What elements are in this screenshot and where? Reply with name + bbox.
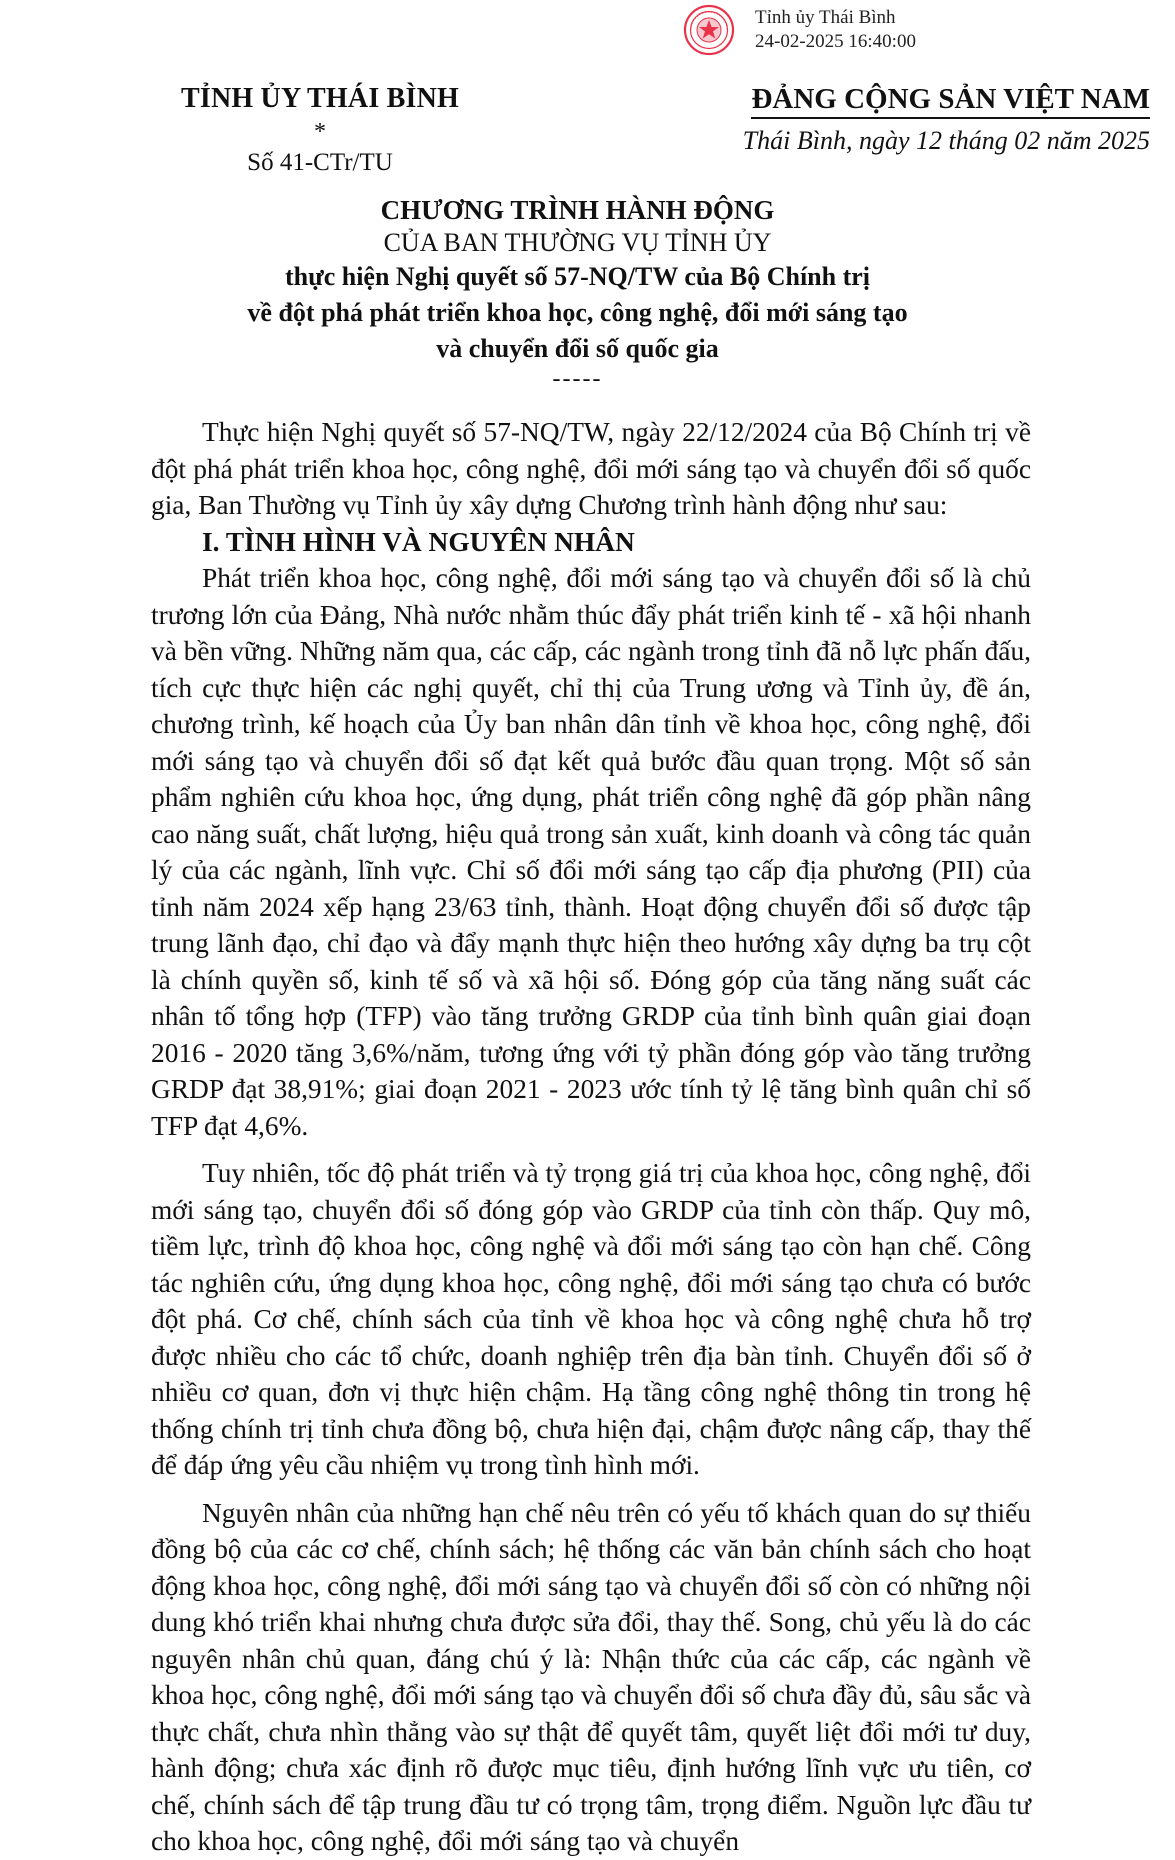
document-title-block <box>150 194 1005 391</box>
body-paragraph: Tuy nhiên, tốc độ phát triển và tỷ trọng giá trị của khoa học, công nghệ, đổi mới sáng tạo, chuyển đổi số đóng góp vào GRDP của tỉnh còn thấp. Quy mô, tiềm lực, trình độ khoa học, công nghệ và đổi mới sáng tạo còn hạn chế. Công tác nghiên cứu, ứng dụng khoa học, công nghệ, đổi mới sáng tạo chưa có bước đột phá. Cơ chế, chính sách của tỉnh về khoa học và công nghệ chưa hỗ trợ được nhiều cho các tổ chức, doanh nghiệp trên địa bàn tỉnh. Chuyển đổi số ở nhiều cơ quan, đơn vị thực hiện chậm. Hạ tầng công nghệ thông tin trong hệ thống chính trị tỉnh chưa đồng bộ, chưa hiện đại, chậm được nâng cấp, thay thế để đáp ứng yêu cầu nhiệm vụ trong tình hình mới. <box>151 1158 1031 1480</box>
digital-signature-stamp <box>683 4 1003 56</box>
document-type-title: CHƯƠNG TRÌNH HÀNH ĐỘNG <box>380 195 775 225</box>
title-separator: ----- <box>552 366 603 392</box>
title-subject-line-2: về đột phá phát triển khoa học, công nghệ, đổi mới sáng tạo <box>247 298 908 327</box>
section-heading: I. TÌNH HÌNH VÀ NGUYÊN NHÂN <box>202 526 635 557</box>
intro-paragraph: Thực hiện Nghị quyết số 57-NQ/TW, ngày 22/12/2024 của Bộ Chính trị về đột phá phát triển khoa học, công nghệ, đổi mới sáng tạo và chuyển đổi số quốc gia, Ban Thường vụ Tỉnh ủy xây dựng Chương trình hành động như sau: <box>151 417 1031 520</box>
place-and-date: Thái Bình, ngày 12 tháng 02 năm 2025 <box>742 126 1150 155</box>
document-body <box>151 414 1031 1860</box>
seal-icon <box>683 4 735 56</box>
signature-timestamp: 24-02-2025 16:40:00 <box>755 31 916 52</box>
party-name: ĐẢNG CỘNG SẢN VIỆT NAM <box>751 82 1150 119</box>
issuer-header <box>160 82 480 178</box>
document-number: Số 41-CTr/TU <box>247 149 393 176</box>
party-header <box>650 82 1150 157</box>
title-subject-line-1: thực hiện Nghị quyết số 57-NQ/TW của Bộ Chính trị <box>284 262 871 291</box>
signer-name: Tỉnh ủy Thái Bình <box>755 7 896 28</box>
issuing-organization: TỈNH ỦY THÁI BÌNH <box>180 83 459 114</box>
header-asterisk: * <box>314 119 326 145</box>
body-paragraph: Nguyên nhân của những hạn chế nêu trên có yếu tố khách quan do sự thiếu đồng bộ của các cơ chế, chính sách; hệ thống các văn bản chính sách cho hoạt động khoa học, công nghệ, đổi mới sáng tạo và chuyển đổi số còn có những nội dung khó triển khai nhưng chưa được sửa đổi, thay thế. Song, chủ yếu là do các nguyên nhân chủ quan, đáng chú ý là: Nhận thức của các cấp, các ngành về khoa học, công nghệ, đổi mới sáng tạo và chuyển đổi số chưa đầy đủ, sâu sắc và thực chất, chưa nhìn thẳng vào sự thật để quyết tâm, quyết liệt đổi mới tư duy, hành động; chưa xác định rõ được mục tiêu, định hướng lĩnh vực ưu tiên, cơ chế, chính sách để tập trung đầu tư có trọng tâm, trọng điểm. Nguồn lực đầu tư cho khoa học, công nghệ, đổi mới sáng tạo và chuyển <box>151 1497 1031 1856</box>
body-paragraph: Phát triển khoa học, công nghệ, đổi mới sáng tạo và chuyển đổi số là chủ trương lớn của Đảng, Nhà nước nhằm thúc đẩy phát triển kinh tế - xã hội nhanh và bền vững. Những năm qua, các cấp, các ngành trong tỉnh đã nỗ lực phấn đấu, tích cực thực hiện các nghị quyết, chỉ thị của Trung ương và Tỉnh ủy, đề án, chương trình, kế hoạch của Ủy ban nhân dân tỉnh về khoa học, công nghệ, đổi mới sáng tạo và chuyển đổi số đạt kết quả bước đầu quan trọng. Một số sản phẩm nghiên cứu khoa học, ứng dụng, phát triển công nghệ đã góp phần nâng cao năng suất, chất lượng, hiệu quả trong sản xuất, kinh doanh và công tác quản lý của các ngành, lĩnh vực. Chỉ số đổi mới sáng tạo cấp địa phương (PII) của tỉnh năm 2024 xếp hạng 23/63 tỉnh, thành. Hoạt động chuyển đổi số được tập trung lãnh đạo, chỉ đạo và đẩy mạnh thực hiện theo hướng xây dựng ba trụ cột là chính quyền số, kinh tế số và xã hội số. Đóng góp của tăng năng suất các nhân tố tổng hợp (TFP) vào tăng trưởng GRDP của tỉnh bình quân giai đoạn 2016 - 2020 tăng 3,6%/năm, tương ứng với tỷ phần đóng góp vào tăng trưởng GRDP đạt 38,91%; giai đoạn 2021 - 2023 ước tính tỷ lệ tăng bình quân chỉ số TFP đạt 4,6%. <box>151 563 1031 1141</box>
issuing-body-title: CỦA BAN THƯỜNG VỤ TỈNH ỦY <box>383 228 772 257</box>
title-subject-line-3: và chuyển đổi số quốc gia <box>436 334 719 363</box>
signature-info <box>755 6 916 54</box>
